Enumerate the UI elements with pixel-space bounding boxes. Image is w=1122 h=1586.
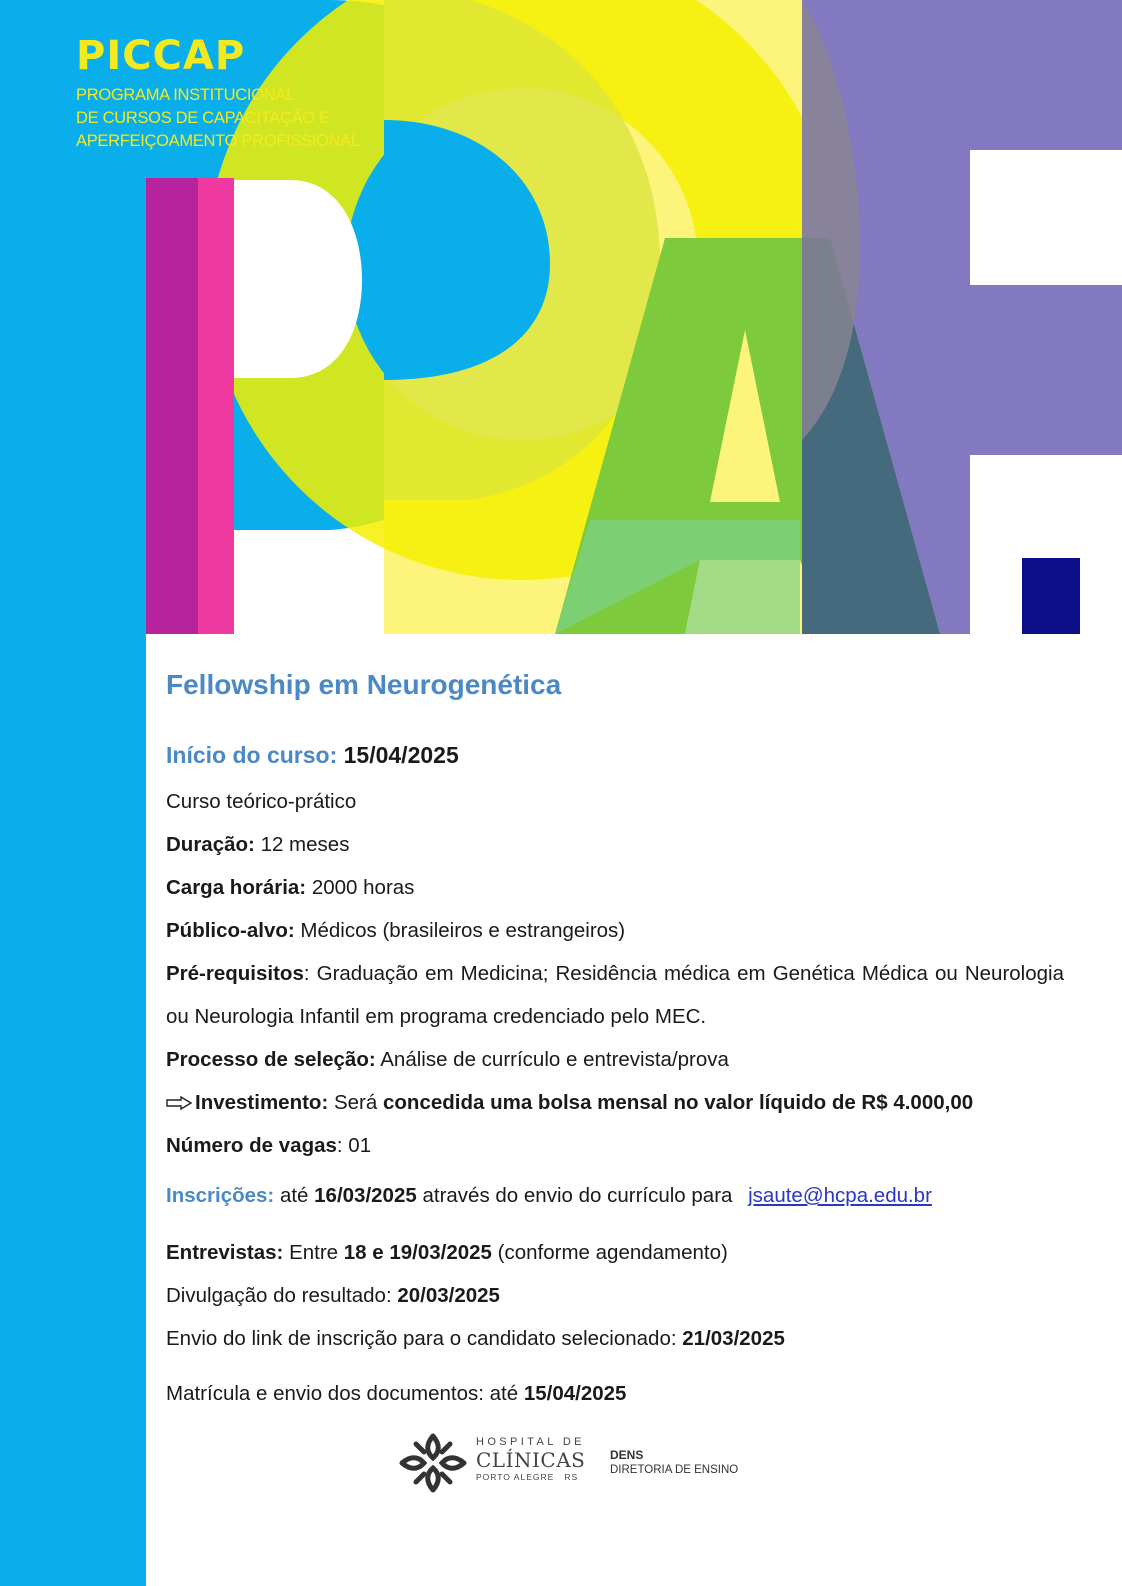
hospital-line1: HOSPITAL DE (476, 1436, 585, 1448)
vacancies-label: Número de vagas (166, 1134, 337, 1157)
enrollment-date: 15/04/2025 (523, 1382, 627, 1405)
vacancies-line (166, 1124, 1064, 1167)
selection-value: Análise de currículo e entrevista/prova (380, 1048, 729, 1071)
prereq-value: : Graduação em Medicina; Residência médica em Genética Médica ou Neurologia ou Neurologia Infantil em programa credenciado pelo MEC. (166, 962, 1064, 1028)
start-date: 15/04/2025 (343, 742, 459, 768)
registration-until: até (279, 1184, 309, 1207)
link-date: 21/03/2025 (682, 1327, 785, 1350)
prereq-line (166, 952, 1064, 1038)
registration-line (166, 1181, 1064, 1211)
vacancies-value: : 01 (336, 1134, 372, 1157)
hospital-logo-icon (398, 1430, 468, 1496)
brand-subtitle-line: PROGRAMA INSTITUCIONAL (76, 86, 295, 104)
course-info-list (166, 780, 1064, 1167)
start-date-line (166, 740, 1064, 770)
email-link[interactable]: jsaute@hcpa.edu.br (748, 1184, 932, 1207)
magenta-bar (146, 178, 198, 634)
course-type: Curso teórico-prático (166, 790, 357, 813)
interviews-pre: Entre (289, 1241, 339, 1264)
link-label: Envio do link de inscrição para o candidato selecionado: (166, 1327, 677, 1350)
result-label: Divulgação do resultado: (166, 1284, 392, 1307)
selection-line (166, 1038, 1064, 1081)
white-p-gap (970, 150, 1122, 285)
audience-label: Público-alvo: (166, 919, 295, 942)
registration-label: Inscrições: (166, 1184, 275, 1207)
brand-subtitle-line: APERFEIÇOAMENTO PROFISSIONAL (76, 132, 360, 150)
schedule-list (166, 1231, 1064, 1415)
result-line (166, 1274, 1064, 1317)
workload-line (166, 866, 1064, 909)
right-arrow-icon (166, 1096, 192, 1110)
dens-title: DENS (610, 1448, 644, 1462)
interviews-line (166, 1231, 1064, 1274)
enrollment-label: Matrícula e envio dos documentos: até (166, 1382, 519, 1405)
brand-subtitle-line: DE CURSOS DE CAPACITAÇÃO E (76, 109, 330, 127)
dens-wordmark (610, 1448, 750, 1478)
pink-bar (198, 178, 234, 634)
hospital-line3: PORTO ALEGRE RS (476, 1472, 579, 1482)
interviews-label: Entrevistas: (166, 1241, 284, 1264)
course-title: Fellowship em Neurogenética (166, 669, 562, 700)
hospital-line2: CLÍNICAS (476, 1448, 586, 1472)
start-label: Início do curso: (166, 742, 338, 768)
brand-subtitle (76, 84, 360, 153)
interviews-note: (conforme agendamento) (497, 1241, 728, 1264)
course-details (166, 668, 1064, 1415)
registration-text: através do envio do currículo para (422, 1184, 733, 1207)
registration-date: 16/03/2025 (314, 1184, 417, 1207)
piccap-brand (76, 34, 360, 153)
investment-value: concedida uma bolsa mensal no valor líquido de R$ 4.000,00 (383, 1091, 974, 1114)
prereq-label: Pré-requisitos (166, 962, 304, 985)
workload-label: Carga horária: (166, 876, 307, 899)
investment-label: Investimento: (195, 1091, 329, 1114)
investment-pre: Será (333, 1091, 378, 1114)
duration-line (166, 823, 1064, 866)
audience-line (166, 909, 1064, 952)
interviews-dates: 18 e 19/03/2025 (343, 1241, 492, 1264)
dens-subtitle: DIRETORIA DE ENSINO (610, 1464, 739, 1476)
audience-value: Médicos (brasileiros e estrangeiros) (300, 919, 626, 942)
workload-value: 2000 horas (311, 876, 415, 899)
purple-inner (1000, 285, 1122, 455)
white-p-counter (233, 180, 362, 378)
duration-label: Duração: (166, 833, 255, 856)
result-date: 20/03/2025 (397, 1284, 500, 1307)
link-line (166, 1317, 1064, 1360)
investment-line (166, 1081, 1064, 1124)
selection-label: Processo de seleção: (166, 1048, 376, 1071)
hospital-wordmark (476, 1436, 588, 1483)
enrollment-line (166, 1372, 1064, 1415)
brand-title: PICCAP (76, 33, 246, 79)
duration-value: 12 meses (260, 833, 350, 856)
